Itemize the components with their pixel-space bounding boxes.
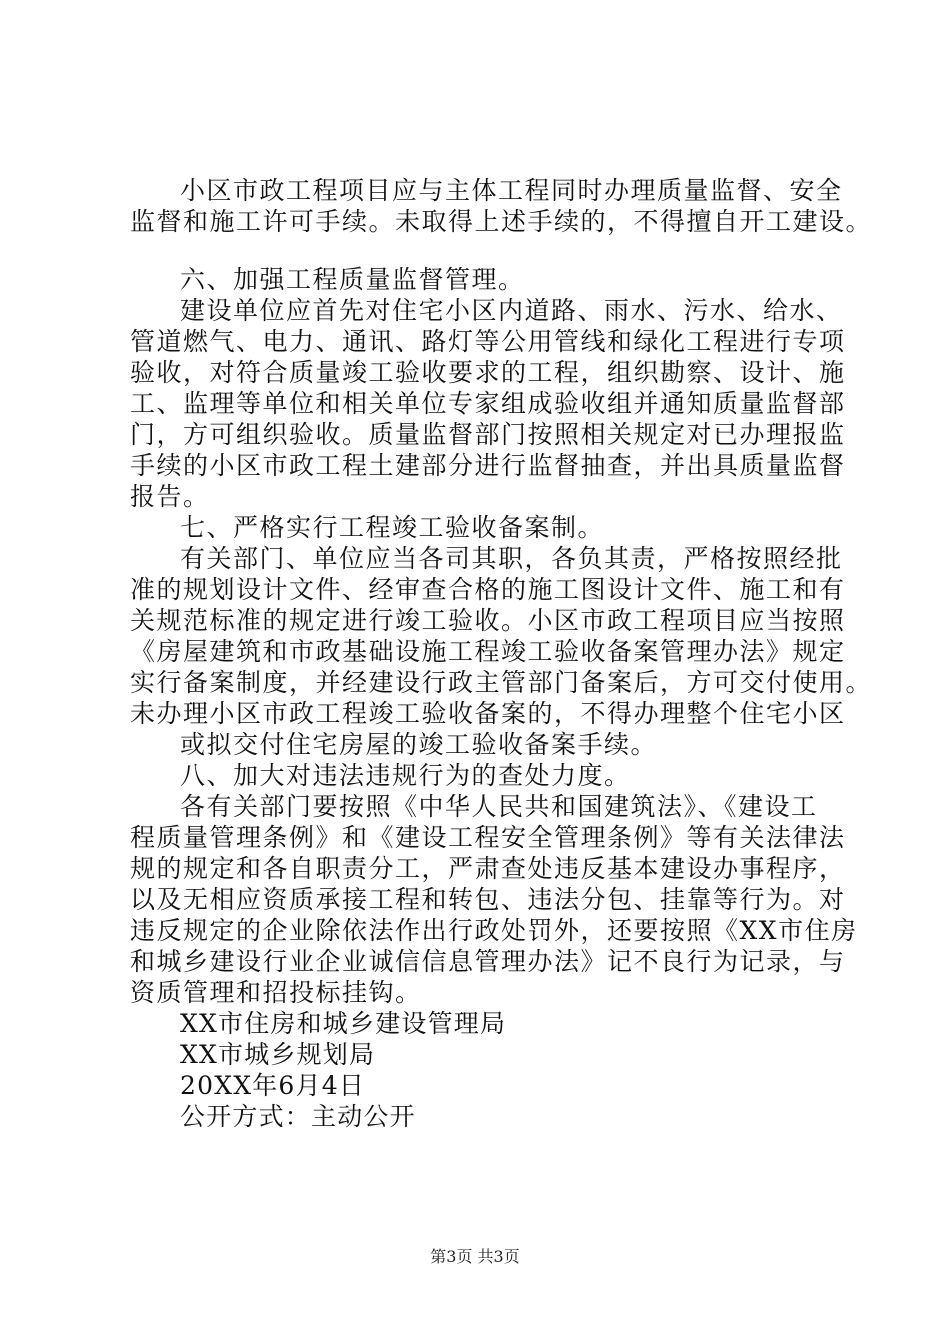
text-line: 有关部门、单位应当各司其职，各负其责，严格按照经批 <box>180 544 843 573</box>
section-heading-8: 八、加大对违法违规行为的查处力度。 <box>180 761 631 790</box>
text-line: 准的规划设计文件、经审查合格的施工图设计文件、施工和有 <box>130 575 846 604</box>
text-line: 监督和施工许可手续。未取得上述手续的，不得擅自开工建设。 <box>130 207 873 236</box>
issuer-planning-bureau: XX市城乡规划局 <box>180 1040 376 1069</box>
paragraph-block-1 <box>130 175 873 237</box>
text-line: 验收，对符合质量竣工验收要求的工程，组织勘察、设计、施 <box>130 358 846 387</box>
text-line: 程质量管理条例》和《建设工程安全管理条例》等有关法律法 <box>130 823 846 852</box>
text-line: 以及无相应资质承接工程和转包、违法分包、挂靠等行为。对 <box>130 885 846 914</box>
text-line: 手续的小区市政工程土建部分进行监督抽查，并出具质量监督 <box>130 451 846 480</box>
text-line: 实行备案制度，并经建设行政主管部门备案后，方可交付使用。 <box>130 668 873 697</box>
text-line: 门，方可组织验收。质量监督部门按照相关规定对已办理报监 <box>130 420 846 449</box>
text-line: 关规范标准的规定进行竣工验收。小区市政工程项目应当按照 <box>130 606 846 635</box>
disclosure-method: 公开方式：主动公开 <box>180 1102 416 1131</box>
text-line: 报告。 <box>130 482 210 511</box>
text-line: 小区市政工程项目应与主体工程同时办理质量监督、安全 <box>180 176 843 205</box>
paragraph-block-2 <box>130 264 873 1132</box>
section-heading-7: 七、严格实行工程竣工验收备案制。 <box>180 513 605 542</box>
text-line: 或拟交付住宅房屋的竣工验收备案手续。 <box>180 730 658 759</box>
section-heading-6: 六、加强工程质量监督管理。 <box>180 265 525 294</box>
text-line: 未办理小区市政工程竣工验收备案的，不得办理整个住宅小区 <box>130 699 846 728</box>
text-line: 资质管理和招投标挂钩。 <box>130 978 422 1007</box>
text-line: 《房屋建筑和市政基础设施工程竣工验收备案管理办法》规定 <box>130 637 846 666</box>
text-line: 工、监理等单位和相关单位专家组成验收组并通知质量监督部 <box>130 389 846 418</box>
page-footer: 第3页 共3页 <box>430 1247 520 1266</box>
text-line: 建设单位应首先对住宅小区内道路、雨水、污水、给水、 <box>180 296 843 325</box>
text-line: 违反规定的企业除依法作出行政处罚外，还要按照《XX市住房 <box>130 916 858 945</box>
issuer-housing-bureau: XX市住房和城乡建设管理局 <box>180 1009 507 1038</box>
issue-date: 20XX年6月4日 <box>180 1071 366 1100</box>
text-line: 规的规定和各自职责分工，严肃查处违反基本建设办事程序， <box>130 854 846 883</box>
text-line: 和城乡建设行业企业诚信信息管理办法》记不良行为记录，与 <box>130 947 846 976</box>
text-line: 管道燃气、电力、通讯、路灯等公用管线和绿化工程进行专项 <box>130 327 846 356</box>
text-line: 各有关部门要按照《中华人民共和国建筑法》、《建设工 <box>180 792 818 821</box>
